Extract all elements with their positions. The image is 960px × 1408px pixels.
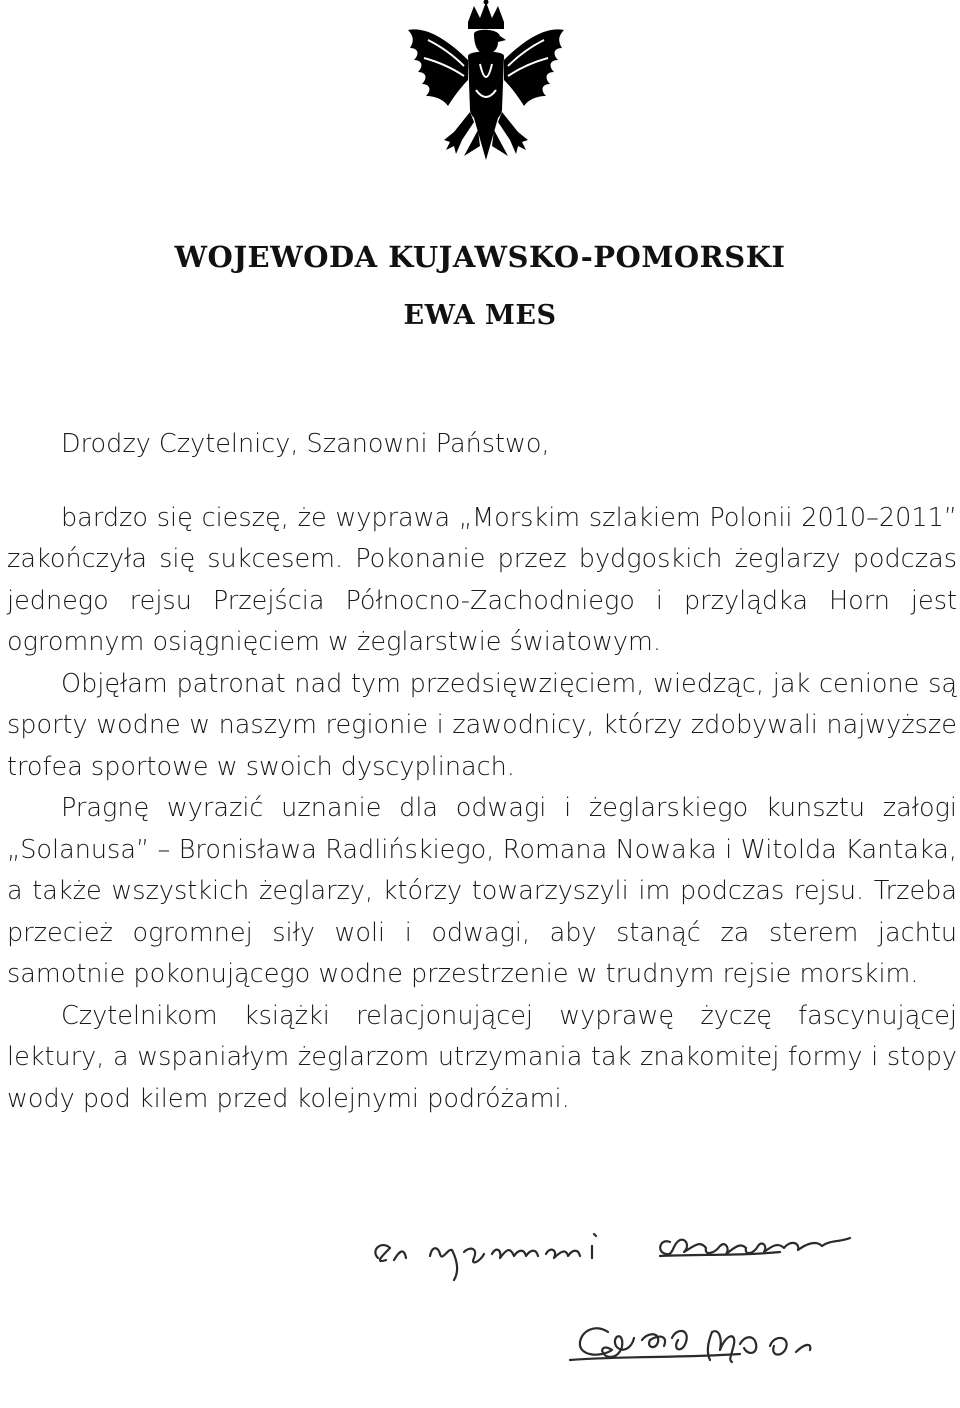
paragraph: bardzo się cieszę, że wyprawa „Morskim szlakiem Polonii 2010–2011” zakończyła się sukcesem. Pokonanie przez bydgoskich żeglarzy podczas jednego rejsu Przejścia Północno-Zachodniego i przylądka Horn jest ogromnym osiągnięciem w żeglarstwie światowym.: [7, 502, 957, 657]
emblem: [388, 0, 584, 200]
paragraph: Czytelnikom książki relacjonującej wyprawę życzę fascynującej lektury, a wspaniałym żeglarzom utrzymania tak znakomitej formy i stopy wody pod kilem przed kolejnymi podróżami.: [7, 1000, 957, 1114]
letter-body: [7, 424, 957, 1120]
salutation: Drodzy Czytelnicy, Szanowni Państwo,: [61, 429, 550, 459]
paragraph: Pragnę wyrazić uznanie dla odwagi i żeglarskiego kunsztu załogi „Solanusa” – Bronisława Radlińskiego, Romana Nowaka i Witolda Kantaka, a także wszystkich żeglarzy, którzy towarzyszyli im podczas rejsu. Trzeba przecież ogromnej siły woli i odwagi, aby stanąć za sterem jachtu samotnie pokonującego wodne przestrzenie w trudnym rejsie morskim.: [7, 793, 957, 989]
paragraph: Objęłam patronat nad tym przedsięwzięciem, wiedząc, jak cenione są sporty wodne w naszym regionie i zawodnicy, którzy zdobywali najwyższe trofea sportowe w swoich dyscyplinach.: [7, 668, 957, 782]
official-name: EWA MES: [403, 300, 557, 331]
office-title: WOJEWODA KUJAWSKO-POMORSKI: [174, 240, 786, 274]
polish-eagle-icon: [388, 0, 584, 200]
handwritten-signature: [360, 1210, 960, 1390]
signature-drawing: [360, 1210, 960, 1390]
